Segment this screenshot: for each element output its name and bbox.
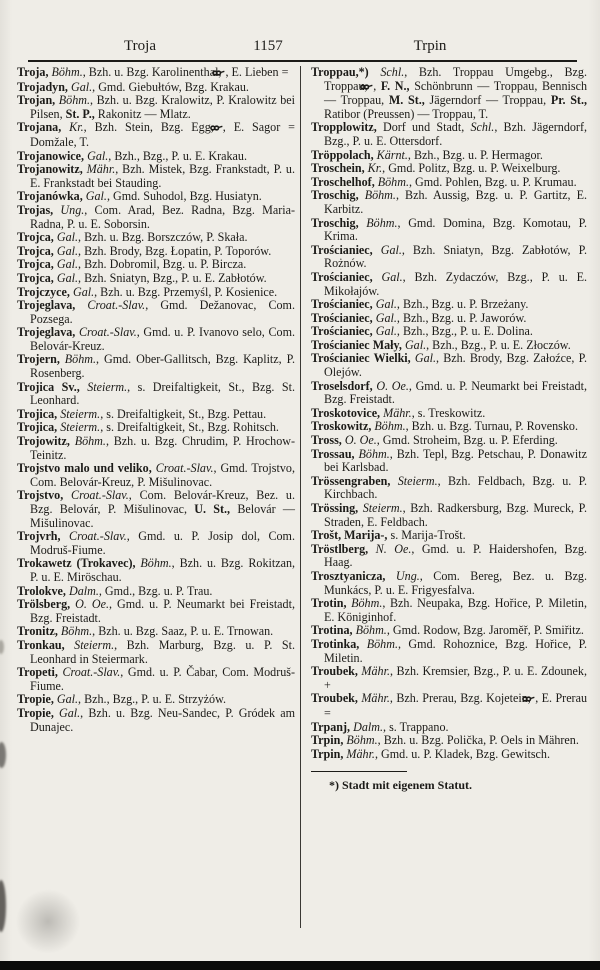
entry-region: Croat.-Slav. bbox=[57, 665, 121, 680]
gazetteer-entry bbox=[17, 408, 295, 422]
entry-region: Schl. bbox=[368, 65, 405, 79]
entry-name: Tropie, bbox=[17, 692, 54, 707]
gazetteer-entry bbox=[17, 435, 295, 462]
entry-name: Trojern, bbox=[17, 352, 60, 367]
entry-detail: Rakonitz — Mlatz. bbox=[94, 106, 191, 121]
entry-detail: , Bzh., Bzg. u. P. Jaworów. bbox=[396, 310, 527, 325]
gazetteer-entry bbox=[311, 312, 587, 326]
entry-region: Ung. bbox=[53, 202, 85, 217]
entry-name: Trošt, Marija-, bbox=[311, 528, 388, 543]
entry-name: Troubek, bbox=[311, 691, 358, 706]
gazetteer-entry bbox=[17, 381, 295, 408]
gazetteer-entry bbox=[311, 665, 587, 692]
entry-region: O. Oe. bbox=[70, 597, 109, 612]
entry-detail: Dorf und Stadt, bbox=[376, 120, 465, 135]
gazetteer-entry bbox=[17, 163, 295, 190]
entry-detail: , s. Treskowitz. bbox=[411, 405, 486, 420]
entry-name: Tronkau, bbox=[17, 637, 65, 652]
entry-name: Trościaniec, bbox=[311, 297, 373, 312]
footnote bbox=[311, 771, 587, 793]
entry-detail: , E. Prerau = bbox=[324, 691, 588, 720]
entry-detail: , Bzh., Bzg., P. u. E. Dolina. bbox=[396, 324, 533, 339]
entry-region: Gal. bbox=[53, 270, 79, 285]
entry-name: F. N., bbox=[380, 78, 410, 93]
entry-name: Tropeti, bbox=[17, 665, 58, 680]
gazetteer-entry bbox=[311, 339, 587, 353]
gazetteer-entry bbox=[17, 286, 295, 300]
entry-region: Gal. bbox=[372, 269, 403, 284]
gazetteer-entry bbox=[311, 217, 587, 244]
entry-name: Trojstvo malo und veliko, bbox=[17, 461, 152, 476]
entry-detail: , Gmd. u. P. Josip dol, Com. Modruš-Fiume. bbox=[30, 529, 295, 557]
entry-detail: , Bzh. u. Bzg. Turnau, P. Rovensko. bbox=[405, 419, 578, 434]
entry-region: Mähr. bbox=[357, 664, 390, 679]
footnote-text-line bbox=[311, 778, 587, 793]
entry-region: Gal. bbox=[410, 351, 437, 366]
entry-region: Gal. bbox=[372, 297, 397, 312]
gazetteer-entry bbox=[17, 693, 295, 707]
entry-region: O. Oe. bbox=[372, 378, 409, 393]
gazetteer-entry bbox=[17, 299, 295, 326]
entry-name: Troubek, bbox=[311, 664, 358, 679]
entry-name: Tropplowitz, bbox=[311, 120, 377, 135]
gazetteer-entry bbox=[17, 190, 295, 204]
entry-region: Gal. bbox=[53, 230, 79, 245]
entry-region: N. Oe. bbox=[368, 541, 412, 556]
footnote-rule bbox=[311, 771, 407, 772]
entry-detail: , Gmd. Rodow, Bzg. Jaroměř, P. Smiřitz. bbox=[386, 623, 584, 638]
entry-name: Tröstlberg, bbox=[311, 541, 369, 556]
entry-detail: s. Marija-Trošt. bbox=[387, 528, 466, 543]
gazetteer-entry bbox=[311, 434, 587, 448]
entry-region: Schl. bbox=[464, 120, 495, 135]
entry-region: Dalm. bbox=[350, 719, 384, 734]
entry-name: Trojca, bbox=[17, 257, 54, 272]
entry-region: Böhm. bbox=[371, 419, 406, 434]
entry-detail: , Bzh. Prerau, Bzg. Kojetein, bbox=[389, 691, 535, 706]
gazetteer-entry bbox=[17, 94, 295, 121]
entry-detail: , Com. Bereg, Bez. u. Bzg. Munkács, P. u. E. Frigyesfalva. bbox=[324, 568, 588, 597]
entry-name: Troja, bbox=[17, 65, 49, 79]
entry-name: Trościaniec, bbox=[311, 269, 373, 284]
gazetteer-entry bbox=[311, 638, 587, 665]
gazetteer-entry bbox=[311, 176, 587, 190]
entry-detail: , Bzh., Bzg., P. u. E. Złoczów. bbox=[426, 337, 571, 352]
gazetteer-entry bbox=[311, 271, 587, 298]
gazetteer-entry bbox=[311, 66, 587, 121]
entry-name: Pr. St., bbox=[550, 93, 588, 108]
gazetteer-entry bbox=[17, 462, 295, 489]
entry-name: Trossau, bbox=[311, 446, 355, 461]
entry-detail: , Bzh. Mistek, Bzg. Frankstadt, P. u. E. Frankstadt bei Stauding. bbox=[30, 162, 295, 190]
entry-detail: , Bzh. u. Bzg. Kralowitz, P. Kralowitz bei Pilsen, bbox=[30, 93, 295, 121]
entry-detail: , Bzh. Feldbach, Bzg. u. P. Kirchbach. bbox=[324, 473, 587, 502]
gazetteer-entry bbox=[17, 707, 295, 734]
entry-name: Trojica Sv., bbox=[17, 379, 80, 394]
gazetteer-entry bbox=[311, 475, 587, 502]
entry-region: Croat.-Slav. bbox=[63, 488, 129, 503]
gazetteer-entry bbox=[17, 204, 295, 231]
entry-region: Böhm. bbox=[57, 624, 93, 639]
entry-name: Tröppolach, bbox=[311, 147, 374, 162]
entry-detail: Schönbrunn — Troppau, Bennisch — Troppau, bbox=[324, 78, 588, 108]
gazetteer-entry bbox=[311, 298, 587, 312]
gazetteer-entry bbox=[311, 189, 587, 216]
gazetteer-entry bbox=[311, 162, 587, 176]
entry-name: Trojstvo, bbox=[17, 488, 64, 503]
entry-name: Trölsberg, bbox=[17, 597, 71, 612]
entry-detail: , Gmd. u. P. Čabar, Com. Modruš-Fiume. bbox=[30, 665, 295, 693]
gazetteer-entry bbox=[311, 624, 587, 638]
entry-detail: , Bzh. Zydaczów, Bzg., P. u. E. Mikołajów. bbox=[324, 269, 587, 298]
entry-region: Böhm. bbox=[135, 556, 172, 571]
entry-name: Troschig, bbox=[311, 215, 359, 230]
entry-detail: , Gmd. Rohoznice, Bzg. Hořice, P. Miletin. bbox=[324, 636, 587, 665]
gazetteer-entry bbox=[17, 585, 295, 599]
gazetteer-entry bbox=[17, 81, 295, 95]
entry-name: Trojca, bbox=[17, 230, 54, 245]
entry-detail: , Gmd. Ober-Gallitsch, Bzg. Kaplitz, P. Rosenberg. bbox=[30, 352, 296, 381]
gazetteer-entry bbox=[311, 570, 587, 597]
entry-name: Trpanj, bbox=[311, 719, 351, 734]
entry-region: Steierm. bbox=[64, 637, 115, 652]
gazetteer-entry bbox=[311, 448, 587, 475]
entry-detail: , Gmd. Dežanovac, Com. Pozsega. bbox=[30, 298, 295, 326]
entry-detail: , Bzh. u. Bzg. Saaz, P. u. E. Trnowan. bbox=[92, 624, 274, 639]
entry-detail: , Bzh. Radkersburg, Bzg. Mureck, P. Straden, E. Feldbach. bbox=[324, 501, 587, 529]
gazetteer-entry bbox=[311, 748, 587, 762]
entry-region: Gal. bbox=[53, 243, 79, 258]
entry-detail: , Bzh. u. Bzg. Rokitzan, P. u. E. Miröschau. bbox=[30, 556, 296, 584]
entry-region: Mähr. bbox=[357, 691, 390, 706]
entry-region: Gal. bbox=[69, 284, 95, 299]
entry-region: Croat.-Slav. bbox=[151, 461, 214, 476]
entry-name: Trojanówka, bbox=[17, 189, 83, 204]
entry-region: Steierm. bbox=[57, 420, 101, 435]
entry-detail: , Bzh. Brody, Bzg. Łopatin, P. Toporów. bbox=[78, 243, 272, 258]
entry-name: Trojana, bbox=[17, 120, 62, 135]
gazetteer-entry bbox=[311, 407, 587, 421]
entry-detail: , s. Dreifaltigkeit, St., Bzg. Rohitsch. bbox=[100, 420, 279, 435]
entry-name: Trościaniec, bbox=[311, 242, 373, 257]
entry-detail: , Bzh. u. Bzg. Chrudim, P. Hrochow-Teinitz. bbox=[30, 434, 295, 462]
entry-name: Trojanowice, bbox=[17, 148, 85, 163]
entry-detail: , Bzh. Brody, Bzg. Załoźce, P. Olejów. bbox=[324, 351, 588, 380]
entry-name: Trosztyanicza, bbox=[311, 568, 386, 583]
gazetteer-entry bbox=[311, 149, 587, 163]
entry-region: Böhm. bbox=[59, 352, 97, 367]
entry-detail: Belovár — Mišulinovac. bbox=[30, 502, 295, 530]
entry-detail: , Bzh. Stein, Bzg. Egg, bbox=[83, 120, 222, 135]
gazetteer-entry bbox=[17, 421, 295, 435]
gazetteer-entry bbox=[17, 121, 295, 149]
entry-detail: , Gmd., Bzg. u. P. Trau. bbox=[98, 583, 213, 598]
entry-name: Trojeglava, bbox=[17, 325, 76, 340]
entry-region: Steierm. bbox=[57, 406, 101, 421]
entry-region: Gal. bbox=[372, 242, 402, 257]
entry-detail: , E. Lieben = bbox=[225, 65, 289, 79]
entry-name: Trokawetz (Trokavec), bbox=[17, 556, 136, 571]
entry-detail: , Gmd. Suhodol, Bzg. Husiatyn. bbox=[106, 189, 262, 204]
column-divider bbox=[300, 66, 301, 928]
entry-region: Steierm. bbox=[390, 473, 438, 488]
entry-name: St. P., bbox=[65, 106, 95, 121]
entry-name: Troppau,*) bbox=[311, 65, 369, 79]
entry-detail: , Bzh. Neupaka, Bzg. Hořice, P. Miletin, E. Königinhof. bbox=[324, 596, 587, 624]
entry-detail: , Bzh. u. Bzg. Polička, P. Oels in Mähren. bbox=[377, 733, 579, 748]
entry-region: Kr. bbox=[364, 161, 383, 176]
entry-detail: , Gmd. u. P. Ivanovo selo, Com. Belovár-Kreuz. bbox=[30, 325, 295, 353]
header-keyword-left: Troja bbox=[124, 38, 156, 54]
entry-name: Trojczyce, bbox=[17, 284, 70, 299]
entry-region: Kr. bbox=[61, 120, 84, 135]
gazetteer-entry bbox=[17, 326, 295, 353]
entry-detail: , Gmd. Giebułtów, Bzg. Krakau. bbox=[92, 79, 249, 94]
entry-region: O. Oe. bbox=[341, 433, 377, 448]
entry-name: Trościaniec, bbox=[311, 310, 373, 325]
entry-region: Croat.-Slav. bbox=[75, 298, 146, 313]
entry-name: Trościaniec Mały, bbox=[311, 337, 402, 352]
entry-region: Steierm. bbox=[79, 379, 128, 394]
entry-name: Trojica, bbox=[17, 420, 58, 435]
entry-name: Trojas, bbox=[17, 202, 54, 217]
gazetteer-entry bbox=[311, 121, 587, 148]
entry-name: Trössengraben, bbox=[311, 473, 391, 488]
scan-smudge bbox=[0, 880, 6, 932]
entry-detail: Ratibor (Preussen) — Troppau, T. bbox=[324, 106, 489, 121]
entry-name: U. St., bbox=[194, 502, 231, 516]
entry-name: Tross, bbox=[311, 433, 342, 448]
entry-detail: , Bzh. u. Bzg. Neu-Sandec, P. Gródek am Dunajec. bbox=[30, 705, 295, 734]
entry-name: Troskowitz, bbox=[311, 419, 372, 434]
entry-name: Troschelhof, bbox=[311, 174, 375, 189]
entry-region: Böhm. bbox=[358, 188, 396, 203]
gazetteer-entry bbox=[311, 325, 587, 339]
header-keyword-right: Trpin bbox=[413, 38, 447, 54]
entry-detail: , s. Dreifaltigkeit, St., Bzg. St. Leonhard. bbox=[30, 379, 296, 408]
footnote-text: Stadt mit eigenem Statut. bbox=[342, 778, 472, 793]
entry-name: Trotin, bbox=[311, 596, 347, 611]
entry-region: Gal. bbox=[372, 310, 397, 325]
left-column bbox=[17, 66, 295, 734]
entry-name: Trpin, bbox=[311, 733, 344, 748]
entry-detail: , Bzh., Bzg. u. P. Brzeżany. bbox=[396, 297, 529, 312]
entry-region: Mähr. bbox=[82, 162, 116, 177]
entry-detail: , Bzh. u. Bzg. Karolinenthal, bbox=[82, 65, 225, 79]
entry-name: Trössing, bbox=[311, 501, 359, 515]
entry-detail: , Gmd. Politz, Bzg. u. P. Weixelburg. bbox=[382, 161, 561, 176]
entry-name: Trojanowitz, bbox=[17, 162, 83, 177]
entry-detail: , Com. Arad, Bez. Radna, Bzg. Maria-Radna, P. u. E. Soborsin. bbox=[30, 202, 295, 231]
entry-region: Böhm. bbox=[346, 596, 383, 611]
entry-region: Kärnt. bbox=[373, 147, 408, 162]
gazetteer-entry bbox=[17, 639, 295, 666]
gazetteer-entry bbox=[17, 530, 295, 557]
entry-detail: , Gmd. Trojstvo, Com. Belovár-Kreuz, P. Mišulinovac. bbox=[30, 461, 295, 489]
gazetteer-entry bbox=[311, 543, 587, 570]
entry-name: Troselsdorf, bbox=[311, 378, 373, 393]
right-column-entries bbox=[311, 66, 587, 761]
entry-detail: , s. Trappano. bbox=[383, 719, 449, 734]
entry-name: Troschig, bbox=[311, 188, 359, 203]
entry-detail: , Gmd. u. P. Neumarkt bei Freistadt, Bzg. Freistadt. bbox=[324, 378, 587, 407]
entry-detail: , s. Dreifaltigkeit, St., Bzg. Pettau. bbox=[100, 406, 267, 421]
page-header bbox=[0, 38, 600, 58]
gazetteer-entry bbox=[17, 625, 295, 639]
entry-region: Ung. bbox=[385, 568, 420, 583]
entry-name: Trojica, bbox=[17, 406, 58, 421]
gazetteer-entry bbox=[17, 245, 295, 259]
entry-detail: , Bzh. Dobromil, Bzg. u. P. Bircza. bbox=[78, 257, 247, 272]
entry-name: Trojca, bbox=[17, 270, 54, 285]
entry-detail: , Gmd. u. P. Kladek, Bzg. Gewitsch. bbox=[374, 746, 550, 761]
entry-region: Gal. bbox=[84, 148, 109, 163]
gazetteer-entry bbox=[311, 352, 587, 379]
entry-detail: , Gmd. Domina, Bzg. Komotau, P. Krima. bbox=[324, 215, 587, 244]
entry-detail: , Bzh. u. Bzg. Borszczów, P. Skała. bbox=[78, 230, 248, 245]
entry-region: Böhm. bbox=[343, 733, 378, 748]
entry-name: M. St., bbox=[388, 93, 425, 108]
entry-region: Gal. bbox=[67, 79, 93, 94]
gazetteer-entry bbox=[311, 734, 587, 748]
entry-detail: , Gmd. Pohlen, Bzg. u. P. Krumau. bbox=[408, 174, 577, 189]
entry-region: Gal. bbox=[53, 705, 81, 720]
entry-name: Trotina, bbox=[311, 623, 353, 638]
gazetteer-entry bbox=[17, 666, 295, 693]
entry-detail: , Bzh. u. Bzg. Przemyśl, P. Kosienice. bbox=[94, 284, 278, 299]
entry-detail: , Bzh., Bzg. u. P. Hermagor. bbox=[407, 147, 543, 162]
entry-region: Böhm. bbox=[69, 434, 106, 449]
entry-region: Mähr. bbox=[380, 405, 412, 420]
gazetteer-entry bbox=[311, 529, 587, 543]
entry-region: Böhm. bbox=[48, 65, 83, 79]
entry-region: Dalm. bbox=[65, 583, 99, 598]
gazetteer-entry bbox=[311, 380, 587, 407]
entry-name: Trojca, bbox=[17, 243, 54, 258]
entry-name: Trotinka, bbox=[311, 636, 360, 651]
entry-detail: , Bzh. Aussig, Bzg. u. P. Gartitz, E. Karbitz. bbox=[324, 188, 587, 216]
entry-detail: , Bzh. Troppau Umgebg., Bzg. Troppau, bbox=[324, 65, 587, 93]
gazetteer-entry bbox=[17, 231, 295, 245]
gazetteer-entry bbox=[311, 692, 587, 720]
entry-detail: , Bzh. Tepl, Bzg. Petschau, P. Donawitz bei Karlsbad. bbox=[324, 446, 588, 475]
entry-region: Böhm. bbox=[352, 623, 387, 638]
entry-region: Gal. bbox=[372, 324, 397, 339]
entry-region: Gal. bbox=[82, 189, 107, 204]
gazetteer-entry bbox=[17, 353, 295, 380]
gazetteer-entry bbox=[311, 721, 587, 735]
entry-detail: , Bzh. Sniatyn, Bzg., P. u. E. Zabłotów. bbox=[78, 270, 267, 285]
entry-detail: , Com. Belovár-Kreuz, Bez. u. Bzg. Belovár, P. Mišulinovac, bbox=[30, 488, 295, 516]
gazetteer-entry bbox=[17, 66, 295, 81]
entry-name: Troschein, bbox=[311, 161, 365, 176]
gazetteer-entry bbox=[311, 597, 587, 624]
entry-detail: , Bzh. Marburg, Bzg. u. P. St. Leonhard in Steiermark. bbox=[30, 637, 295, 666]
entry-detail: , Gmd. Stroheim, Bzg. u. P. Eferding. bbox=[376, 433, 558, 448]
entry-name: Trolokve, bbox=[17, 583, 66, 598]
entry-region: Böhm. bbox=[359, 636, 398, 651]
entry-detail: , Bzh. Jägerndorf, Bzg., P. u. E. Ottersdorf. bbox=[324, 120, 587, 148]
entry-name: Trojadyn, bbox=[17, 79, 68, 94]
gazetteer-entry bbox=[311, 502, 587, 529]
entry-region: Gal. bbox=[401, 337, 427, 352]
entry-name: Troskotovice, bbox=[311, 405, 381, 420]
entry-detail: , Gmd. u. P. Haidershofen, Bzg. Haag. bbox=[324, 541, 587, 570]
entry-region: Croat.-Slav. bbox=[60, 529, 127, 544]
entry-region: Gal. bbox=[53, 257, 79, 272]
entry-region: Mähr. bbox=[343, 746, 375, 761]
entry-name: Trpin, bbox=[311, 746, 344, 761]
gazetteer-entry bbox=[17, 258, 295, 272]
gazetteer-entry bbox=[17, 272, 295, 286]
page-number: 1157 bbox=[253, 38, 283, 54]
gazetteer-entry bbox=[311, 420, 587, 434]
entry-detail: Jägerndorf — Troppau, bbox=[424, 93, 551, 108]
entry-detail: , Bzh., Bzg., P. u. E. Krakau. bbox=[108, 148, 247, 163]
entry-name: Trojeglava, bbox=[17, 298, 76, 313]
entry-name: Trościaniec, bbox=[311, 324, 373, 339]
gazetteer-entry bbox=[17, 150, 295, 164]
entry-name: Trojvrh, bbox=[17, 529, 61, 544]
scan-smudge bbox=[0, 640, 4, 654]
gazetteer-entry bbox=[311, 244, 587, 271]
entry-detail: , bbox=[373, 78, 381, 93]
header-rule bbox=[28, 60, 577, 62]
entry-detail: , Bzh., Bzg., P. u. E. Strzyżów. bbox=[78, 692, 227, 707]
entry-region: Böhm. bbox=[354, 446, 390, 461]
entry-name: Tronitz, bbox=[17, 624, 58, 639]
footnote-marker: *) bbox=[329, 778, 339, 793]
entry-region: Böhm. bbox=[358, 215, 398, 230]
gazetteer-entry bbox=[17, 598, 295, 625]
entry-detail: , E. Sagor = Domžale, T. bbox=[30, 120, 295, 149]
gazetteer-entry bbox=[17, 489, 295, 530]
entry-name: Trojan, bbox=[17, 93, 56, 108]
right-column bbox=[311, 66, 587, 793]
entry-region: Böhm. bbox=[374, 174, 409, 189]
entry-name: Trościaniec Wielki, bbox=[311, 351, 411, 366]
gazetteer-entry bbox=[17, 557, 295, 584]
entry-detail: , Bzh. Kremsier, Bzg., P. u. E. Zdounek, + bbox=[324, 664, 587, 692]
entry-region: Gal. bbox=[53, 692, 79, 707]
entry-detail: , Bzh. Sniatyn, Bzg. Zabłotów, P. Rożnów. bbox=[324, 242, 588, 271]
entry-region: Böhm. bbox=[55, 93, 91, 108]
entry-region: Croat.-Slav. bbox=[75, 325, 137, 340]
scan-edge-bar bbox=[0, 961, 600, 970]
entry-name: Trojowitz, bbox=[17, 434, 70, 449]
scan-smudge bbox=[0, 742, 6, 768]
entry-name: Tropie, bbox=[17, 705, 54, 720]
entry-detail: , Gmd. u. P. Neumarkt bei Freistadt, Bzg. Freistadt. bbox=[30, 597, 295, 625]
entry-region: Steierm. bbox=[358, 501, 403, 515]
